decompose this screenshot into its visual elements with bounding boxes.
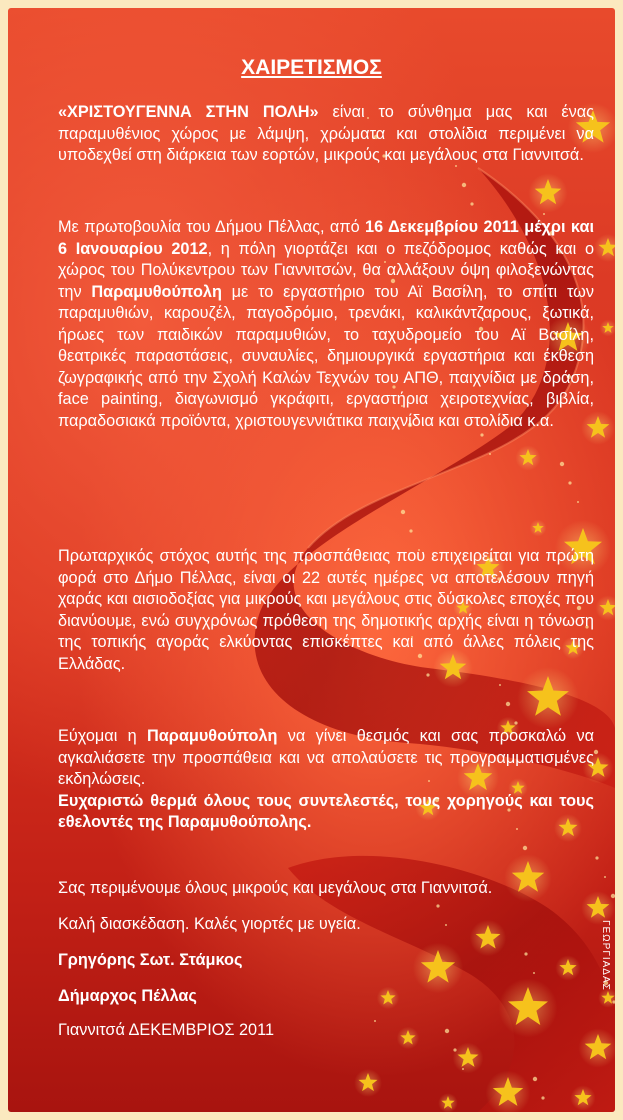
closing-line-1: Σας περιμένουμε όλους μικρούς και μεγάλους στα Γιαννιτσά. [58, 879, 493, 897]
invitation-paragraph: Εύχομαι η Παραμυθούπολη να γίνει θεσμός και σας προσκαλώ να αγκαλιάσετε την προσπάθεια και να απολαύσετε τις προγραμματισμένες εκδηλώσεις. Ευχαριστώ θερμά όλους τους συντελεστές, τους χορηγούς και τους εθελοντές της Παραμυθούπολης. [58, 727, 594, 831]
greeting-card [8, 8, 615, 1112]
closing-line-2: Καλή διασκέδαση. Καλές γιορτές με υγεία. [58, 915, 361, 933]
thanks-line: Ευχαριστώ θερμά όλους τους συντελεστές, τους χορηγούς και τους εθελοντές της Παραμυθούπολης. [58, 791, 594, 831]
program-paragraph: Με πρωτοβουλία του Δήμου Πέλλας, από 16 Δεκεμβρίου 2011 μέχρι και 6 Ιανουαρίου 2012, η πόλη γιορτάζει και ο πεζόδρομος καθώς και ο χώρος του Πολύκεντρου των Γιαννιτσών, θα αλλάξουν όψη φιλοξενώντας την Παραμυθούπολη με το εργαστήριο του Αϊ Βασίλη, το σπίτι των παραμυθιών, καρουζέλ, παγοδρόμιο, τρενάκι, καλικάντζαρους, ξωτικά, ήρωες των παιδικών παραμυθιών, το ταχυδρομείο του Αϊ Βασίλη, θεατρικές παραστάσεις, συναυλίες, δημιουργικά εργαστήρια και έκθεση ζωγραφικής από την Σχολή Καλών Τεχνών του ΑΠΘ, παιχνίδια με δράση, face painting, διαγωνισμό γκράφιτι, εργαστήρια χειροτεχνίας, βιβλία, παραδοσιακά προϊόντα, χριστουγεννιάτικα παιχνίδια και στολίδια κ.α. [58, 218, 594, 430]
goal-paragraph: Πρωταρχικός στόχος αυτής της προσπάθειας που επιχειρείται για πρώτη φορά στο Δήμο Πέλλας, είναι οι 22 αυτές ημέρες να αποτελέσουν πηγή χαράς και αισιοδοξίας για μικρούς και μεγάλους στις δύσκολες εποχές που διανύουμε, ενώ συγχρόνως πρόθεση της δημοτικής αρχής είναι η τόνωση της τοπικής αγοράς ελκύοντας επισκέπτες και από άλλες πόλεις της Ελλάδας. [58, 547, 594, 673]
slogan: «ΧΡΙΣΤΟΥΓΕΝΝΑ ΣΤΗΝ ΠΟΛΗ» [58, 103, 319, 121]
signature-name: Γρηγόρης Σωτ. Στάμκος [58, 951, 243, 969]
intro-paragraph: «ΧΡΙΣΤΟΥΓΕΝΝΑ ΣΤΗΝ ΠΟΛΗ» είναι το σύνθημα μας και ένας παραμυθένιος χώρος με λάμψη, χρώματα και στολίδια περιμένει να υποδεχθεί στη διάρκεια των εορτών, μικρούς και μεγάλους στα Γιαννιτσά. [58, 103, 594, 164]
date-line: Γιαννιτσά ΔΕΚΕΜΒΡΙΟΣ 2011 [58, 1021, 275, 1039]
event-name: Παραμυθούπολη [91, 282, 222, 301]
signature-role: Δήμαρχος Πέλλας [58, 987, 197, 1005]
page-title: ΧΑΙΡΕΤΙΣΜΟΣ [241, 56, 382, 79]
dates: 16 Δεκεμβρίου 2011 μέχρι και 6 Ιανουαρίου 2012 [58, 218, 594, 258]
side-credit: ΓΕΩΡΓΙΑΔΑΣ [600, 920, 611, 991]
